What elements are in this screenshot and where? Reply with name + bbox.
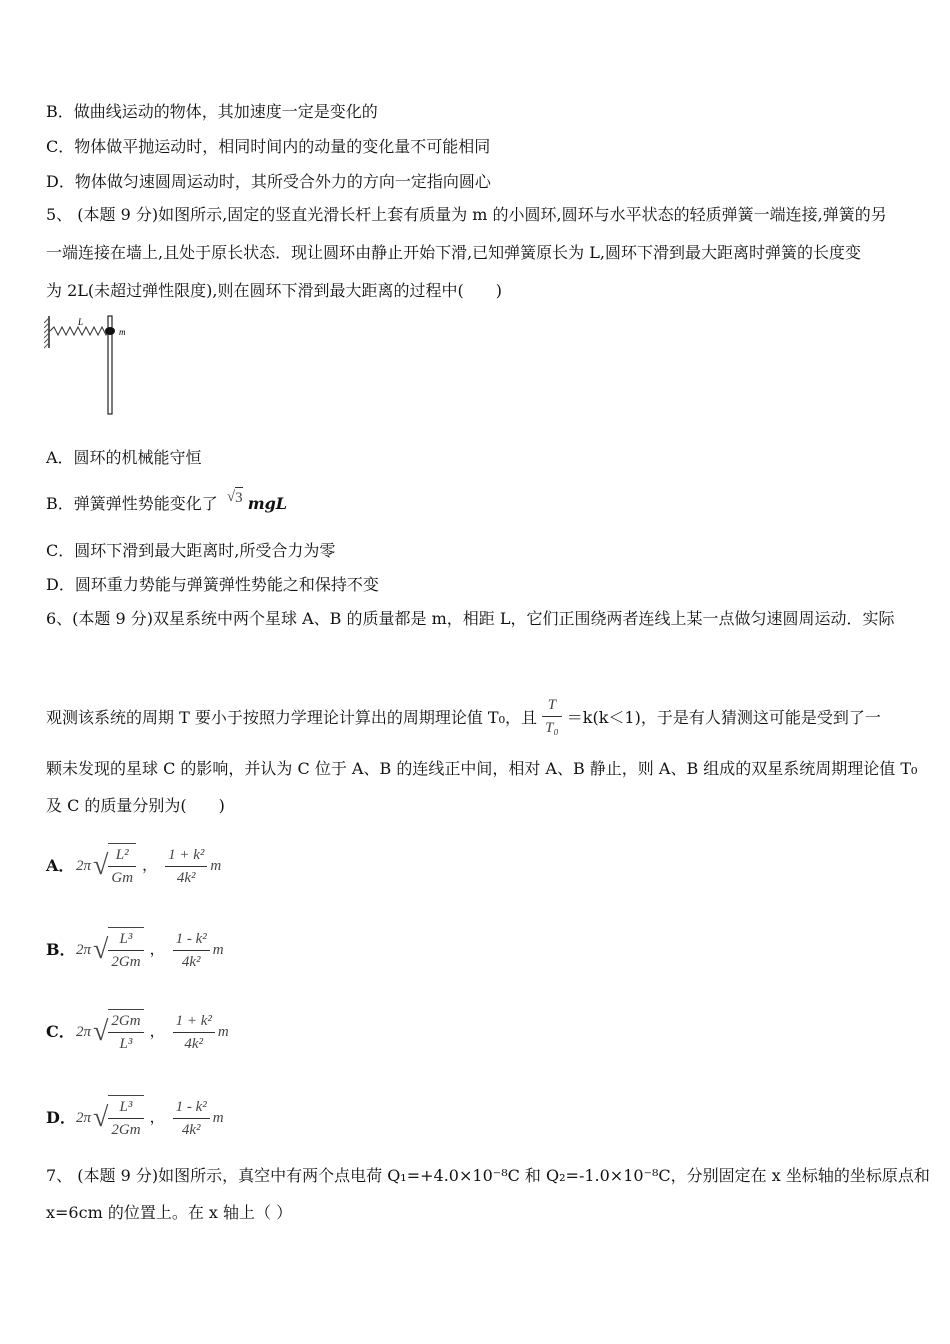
q6-option-radical-den: L³ xyxy=(119,1036,133,1052)
q6-option-radical-den: 2Gm xyxy=(111,1122,141,1138)
q6-option-mass-fraction xyxy=(173,1010,215,1055)
sqrt-icon: √ xyxy=(93,934,109,965)
q6-option-label: A． xyxy=(46,856,75,875)
q6-option-radical-num: L³ xyxy=(108,928,143,951)
q5-option-a: A．圆环的机械能守恒 xyxy=(46,448,202,467)
q6-option-mass-den: 4k² xyxy=(181,953,201,970)
q6-option-radical xyxy=(108,843,136,889)
q6-option-label: C． xyxy=(46,1022,75,1041)
q6-option-coef: 2π xyxy=(76,942,92,958)
q7-stem-line-1: 7、 (本题 9 分)如图所示，真空中有两个点电荷 Q₁=+4.0×10⁻⁸C 和 Q₂=-1.0×10⁻⁸C，分别固定在 x 坐标轴的坐标原点和 xyxy=(46,1166,930,1185)
q6-option-separator: ， xyxy=(149,1110,165,1126)
sqrt-icon: √ xyxy=(93,850,109,881)
q6-stem-line-2 xyxy=(46,696,881,741)
q5-figure-label-m: m xyxy=(119,327,126,337)
q5-figure-label-l: L xyxy=(78,317,84,327)
q6-option-mass-fraction xyxy=(173,928,210,973)
q5-stem-line-2: 一端连接在墙上,且处于原长状态．现让圆环由静止开始下滑,已知弹簧原长为 L,圆环下滑到最大距离时弹簧的长度变 xyxy=(46,243,861,262)
q6-ratio-denominator: T₀ xyxy=(545,720,559,736)
q6-option-mass-fraction xyxy=(173,1096,210,1141)
q6-option-mass-symbol: m xyxy=(210,858,222,874)
q4-option-b: B．做曲线运动的物体，其加速度一定是变化的 xyxy=(46,102,378,121)
q6-option-separator: ， xyxy=(149,942,165,958)
q6-stem-line-4: 及 C 的质量分别为( ) xyxy=(46,796,225,815)
q6-option-mass-num: 1 + k² xyxy=(165,844,207,867)
q6-option-radical-num: L³ xyxy=(108,1096,143,1119)
q5-spring-ring-figure xyxy=(44,312,144,416)
q6-option-mass-den: 4k² xyxy=(181,1121,201,1138)
q5-option-b-text: B．弹簧弹性势能变化了 xyxy=(46,494,218,513)
q6-stem-line-2-tail: ＝k(k＜1)，于是有人猜测这可能是受到了一 xyxy=(566,708,881,727)
q4-option-c: C．物体做平抛运动时，相同时间内的动量的变化量不可能相同 xyxy=(46,137,491,156)
q6-option-mass-den: 4k² xyxy=(184,1035,204,1052)
q6-option-coef: 2π xyxy=(76,1110,92,1126)
q5-option-d: D．圆环重力势能与弹簧弹性势能之和保持不变 xyxy=(46,575,379,594)
q6-option-coef: 2π xyxy=(76,858,92,874)
sqrt-icon: √ xyxy=(93,1016,109,1047)
q5-option-c: C．圆环下滑到最大距离时,所受合力为零 xyxy=(46,541,336,560)
q6-option-label: D． xyxy=(46,1108,76,1127)
sqrt-icon: √ xyxy=(93,1102,109,1133)
q6-option-separator: ， xyxy=(142,858,158,874)
q5-stem-line-3: 为 2L(未超过弹性限度),则在圆环下滑到最大距离的过程中( ) xyxy=(46,281,502,300)
q6-option-radical-den: Gm xyxy=(111,870,134,886)
q6-option-radical xyxy=(108,1009,143,1055)
q6-option-mass-num: 1 - k² xyxy=(173,1096,210,1119)
q6-stem-line-1: 6、(本题 9 分)双星系统中两个星球 A、B 的质量都是 m，相距 L，它们正围绕两者连线上某一点做匀速圆周运动．实际 xyxy=(46,609,895,628)
q5-option-b-expr: mgL xyxy=(247,494,288,513)
q6-option-radical-num: 2Gm xyxy=(108,1010,143,1033)
q6-stem-line-2-text: 观测该系统的周期 T 要小于按照力学理论计算出的周期理论值 T₀，且 xyxy=(46,708,538,727)
q6-option-radical-den: 2Gm xyxy=(111,954,141,970)
q6-ratio-numerator: T xyxy=(542,694,562,717)
q6-option-radical xyxy=(108,927,143,973)
q6-option-mass-num: 1 + k² xyxy=(173,1010,215,1033)
q5-option-b-radicand: 3 xyxy=(235,487,243,508)
q6-option-radical-num: L² xyxy=(108,844,136,867)
q7-stem-line-2: x=6cm 的位置上。在 x 轴上（ ） xyxy=(46,1203,293,1222)
q4-option-d: D．物体做匀速圆周运动时，其所受合外力的方向一定指向圆心 xyxy=(46,172,491,191)
q6-option-mass-symbol: m xyxy=(212,942,224,958)
q6-option-mass-symbol: m xyxy=(217,1024,229,1040)
q5-option-b: B．弹簧弹性势能变化了 √3 mgL xyxy=(46,489,288,513)
q6-option-coef: 2π xyxy=(76,1024,92,1040)
q6-option-label: B． xyxy=(46,940,76,959)
q6-stem-line-3: 颗未发现的星球 C 的影响，并认为 C 位于 A、B 的连线正中间，相对 A、B 静止，则 A、B 组成的双星系统周期理论值 T₀ xyxy=(46,759,918,778)
q6-option-mass-fraction xyxy=(165,844,207,889)
q6-option-separator: ， xyxy=(149,1024,165,1040)
q5-stem-line-1: 5、 (本题 9 分)如图所示,固定的竖直光滑长杆上套有质量为 m 的小圆环,圆环与水平状态的轻质弹簧一端连接,弹簧的另 xyxy=(46,205,887,224)
q6-option-mass-symbol: m xyxy=(212,1110,224,1126)
q6-option-mass-den: 4k² xyxy=(176,869,196,886)
q6-ratio-fraction xyxy=(542,694,562,739)
q6-option-radical xyxy=(108,1095,143,1141)
q6-option-mass-num: 1 - k² xyxy=(173,928,210,951)
